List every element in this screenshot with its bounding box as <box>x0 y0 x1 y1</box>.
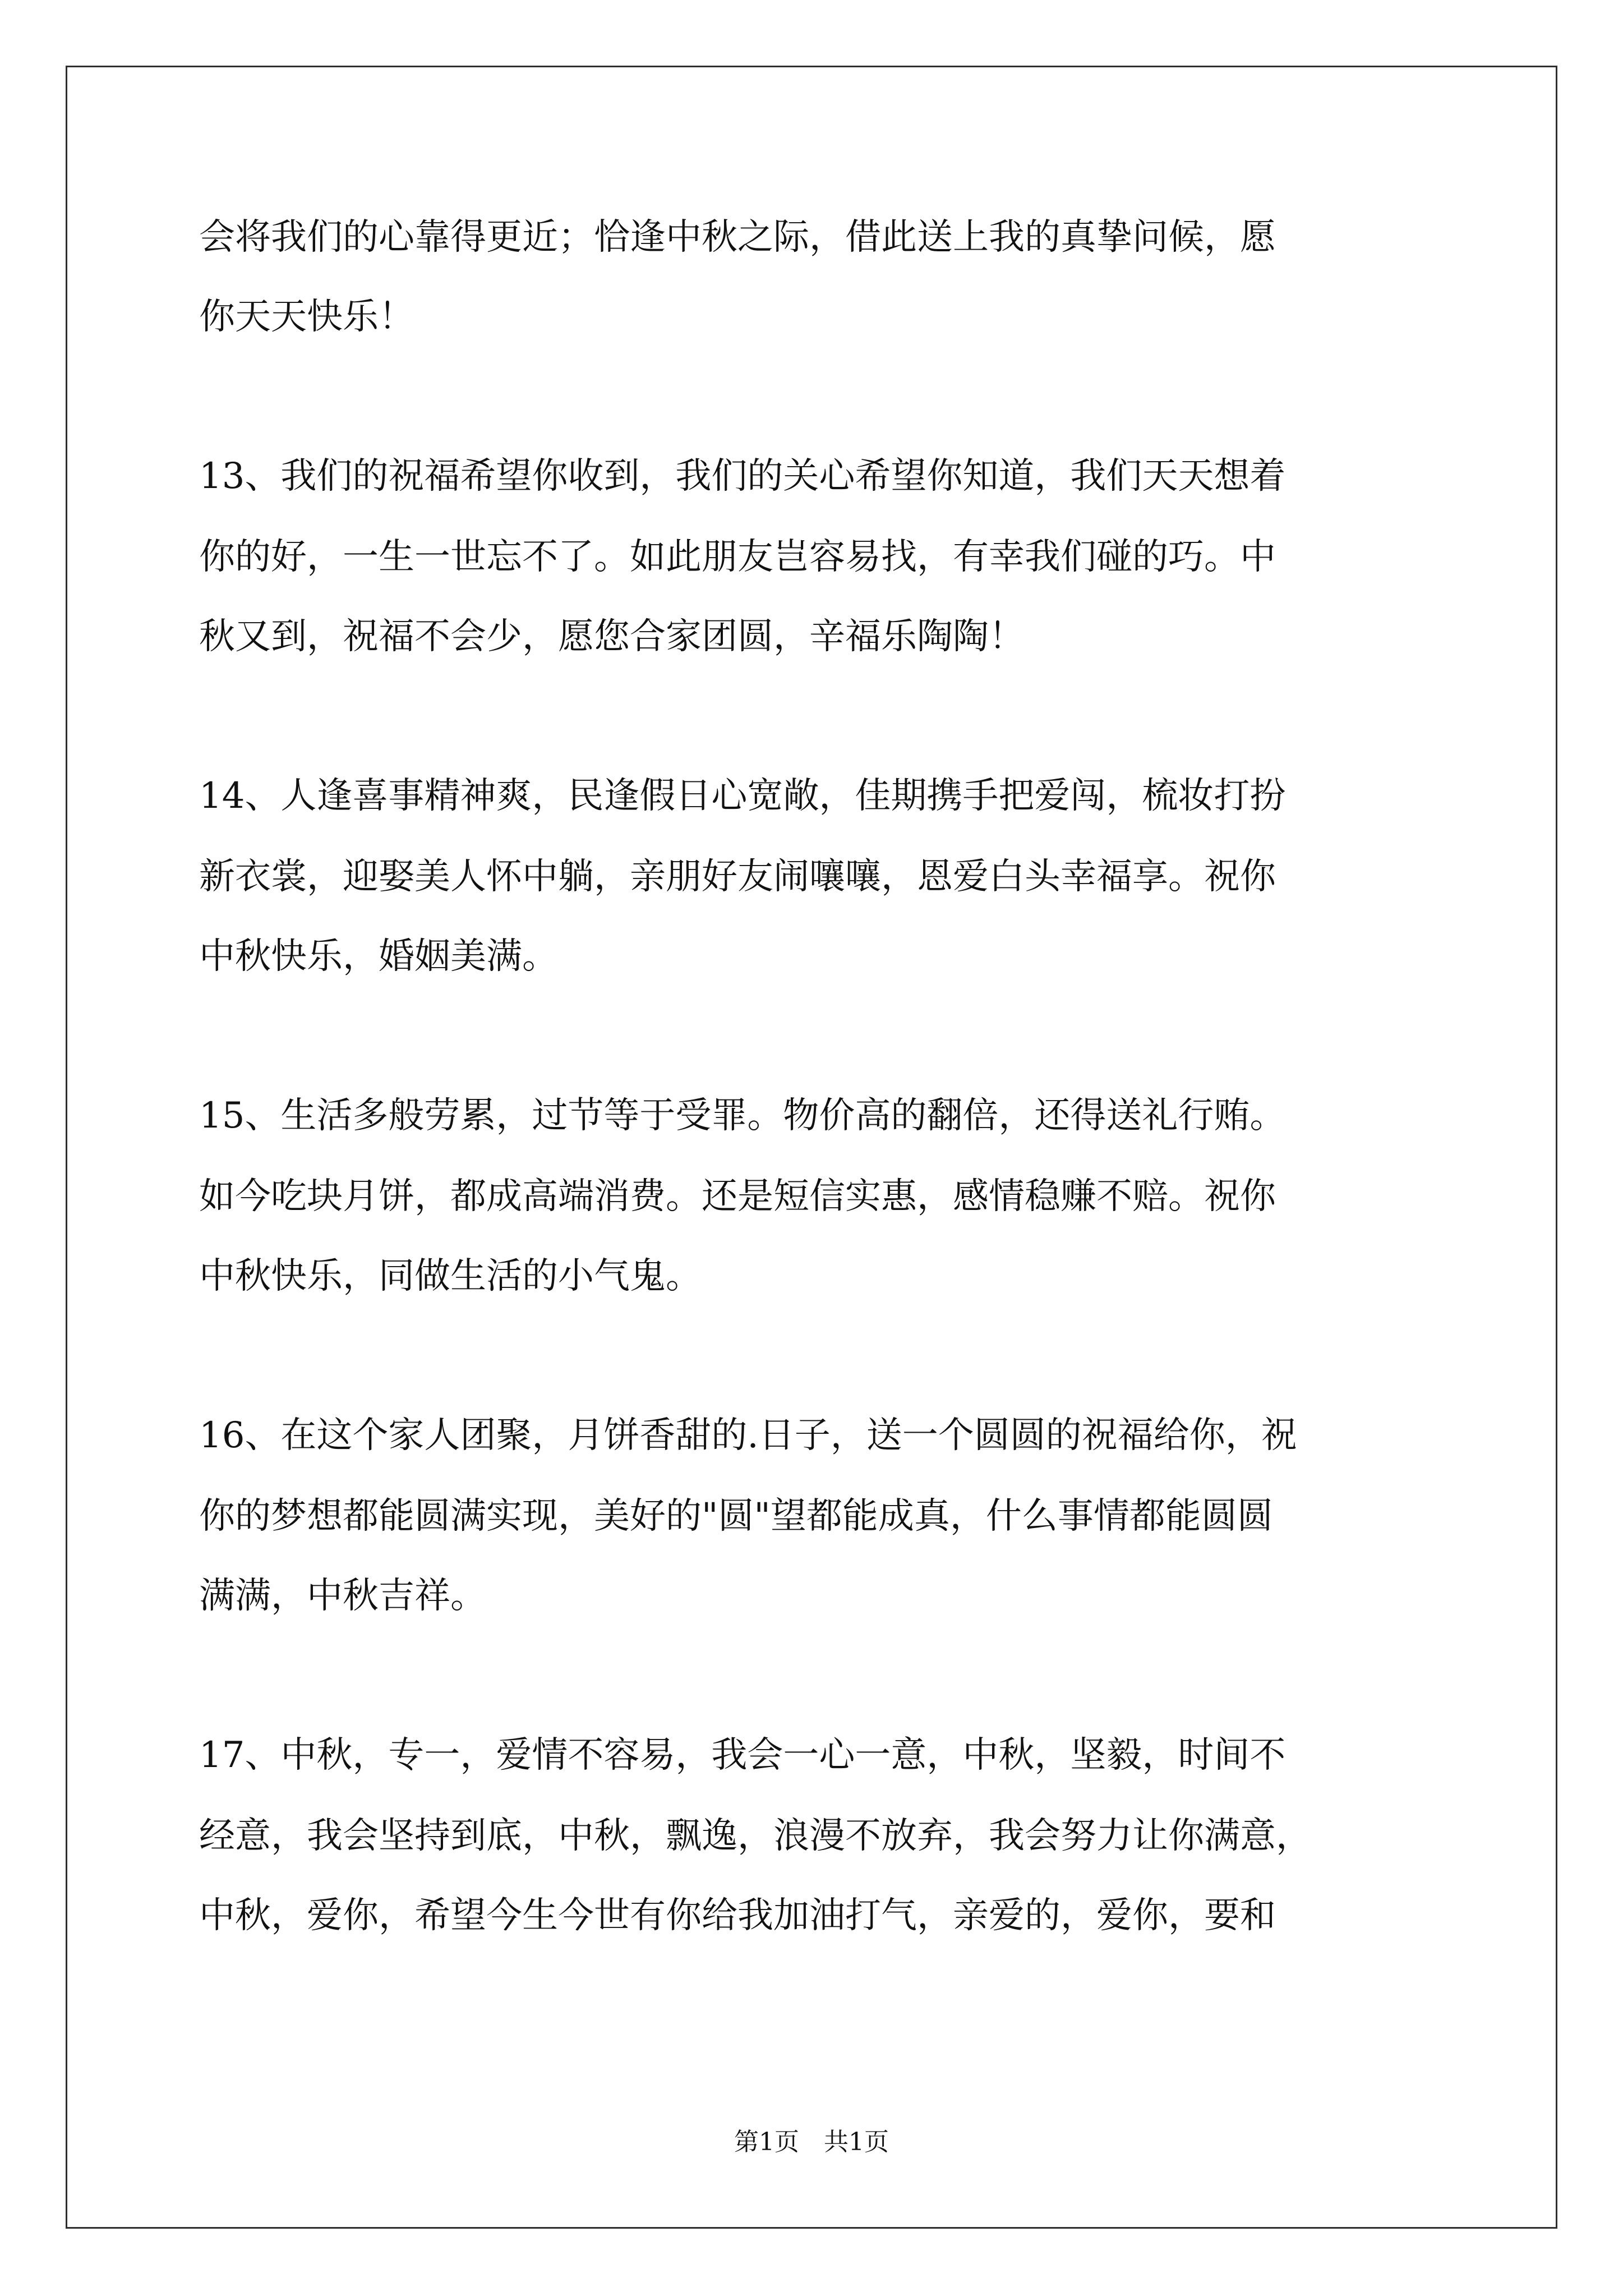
text-line: 中秋快乐，婚姻美满。 <box>199 936 558 977</box>
text-line: 会将我们的心靠得更近；恰逢中秋之际，借此送上我的真挚问候，愿 <box>199 217 1276 258</box>
text-line: 14、人逢喜事精神爽，民逢假日心宽敞，佳期携手把爱闯，梳妆打扮 <box>199 775 1286 817</box>
text-line: 15、生活多般劳累，过节等于受罪。物价高的翻倍，还得送礼行贿。 <box>199 1095 1286 1137</box>
text-line: 16、在这个家人团聚，月饼香甜的.日子，送一个圆圆的祝福给你，祝 <box>199 1415 1297 1456</box>
text-line: 新衣裳，迎娶美人怀中躺，亲朋好友闹嚷嚷，恩爱白头幸福享。祝你 <box>199 856 1276 898</box>
page-footer <box>0 2122 1623 2157</box>
page-total: 共1页 <box>824 2128 889 2156</box>
text-line: 中秋，爱你，希望今生今世有你给我加油打气，亲爱的，爱你，要和 <box>199 1895 1276 1936</box>
text-line: 你天天快乐！ <box>199 296 414 338</box>
text-line: 如今吃块月饼，都成高端消费。还是短信实惠，感情稳赚不赔。祝你 <box>199 1176 1276 1217</box>
text-line: 中秋快乐，同做生活的小气鬼。 <box>199 1255 702 1297</box>
text-line: 你的好，一生一世忘不了。如此朋友岂容易找，有幸我们碰的巧。中 <box>199 536 1276 578</box>
text-line: 经意，我会坚持到底，中秋，飘逸，浪漫不放弃，我会努力让你满意， <box>199 1815 1312 1857</box>
text-line: 秋又到，祝福不会少，愿您合家团圆，辛福乐陶陶！ <box>199 616 1025 657</box>
text-line: 17、中秋，专一，爱情不容易，我会一心一意，中秋，坚毅，时间不 <box>199 1734 1286 1776</box>
text-line: 13、我们的祝福希望你收到，我们的关心希望你知道，我们天天想着 <box>199 455 1286 497</box>
text-line: 你的梦想都能圆满实现，美好的"圆"望都能成真，什么事情都能圆圆 <box>199 1496 1273 1537</box>
text-line: 满满，中秋吉祥。 <box>199 1575 486 1617</box>
page-number: 第1页 <box>734 2128 799 2156</box>
